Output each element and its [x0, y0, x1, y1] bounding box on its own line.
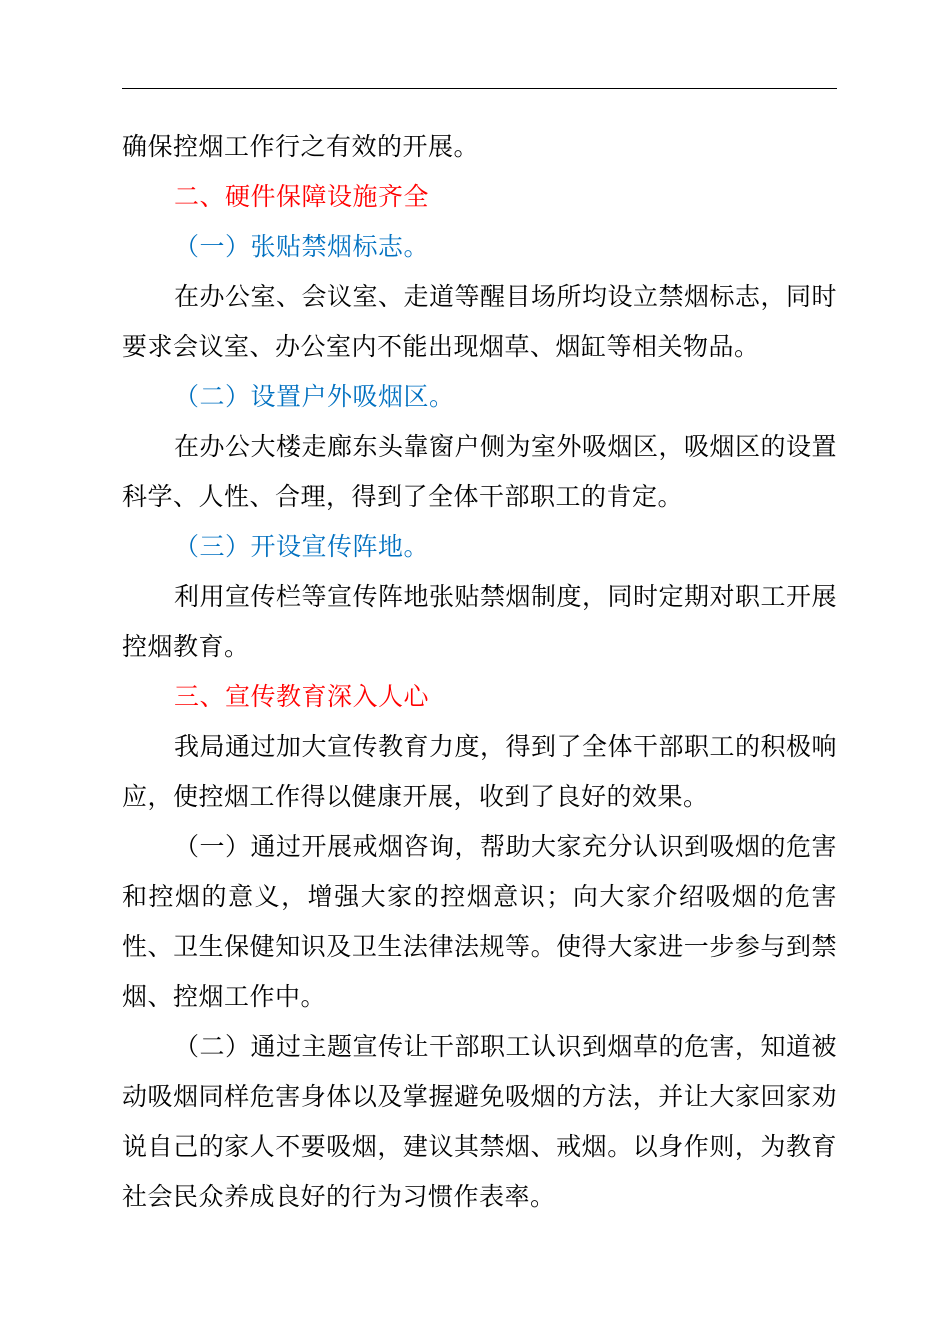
paragraph-education-two: （二）通过主题宣传让干部职工认识到烟草的危害，知道被动吸烟同样危害身体以及掌握避免吸烟的方法，并让大家回家劝说自己的家人不要吸烟，建议其禁烟、戒烟。以身作则，为教育社会民众养成良好的行为习惯作表率。	[122, 1032, 838, 1211]
subheading-publicity: （三）开设宣传阵地。	[174, 532, 430, 561]
paragraph-signs: 在办公室、会议室、走道等醒目场所均设立禁烟标志，同时要求会议室、办公室内不能出现烟草、烟缸等相关物品。	[122, 282, 838, 361]
header-rule	[122, 88, 837, 89]
subheading-smoking-area: （二）设置户外吸烟区。	[174, 382, 455, 411]
paragraph-publicity: 利用宣传栏等宣传阵地张贴禁烟制度，同时定期对职工开展控烟教育。	[122, 582, 838, 661]
section-heading-hardware: 二、硬件保障设施齐全	[174, 182, 430, 211]
document-body	[122, 122, 837, 1222]
subheading-signs: （一）张贴禁烟标志。	[174, 232, 430, 261]
paragraph-education-intro: 我局通过加大宣传教育力度，得到了全体干部职工的积极响应，使控烟工作得以健康开展，收到了良好的效果。	[122, 732, 838, 811]
paragraph-smoking-area: 在办公大楼走廊东头靠窗户侧为室外吸烟区，吸烟区的设置科学、人性、合理，得到了全体干部职工的肯定。	[122, 432, 838, 511]
section-heading-education: 三、宣传教育深入人心	[174, 682, 430, 711]
paragraph-education-one: （一）通过开展戒烟咨询，帮助大家充分认识到吸烟的危害和控烟的意义，增强大家的控烟意识；向大家介绍吸烟的危害性、卫生保健知识及卫生法律法规等。使得大家进一步参与到禁烟、控烟工作中。	[122, 832, 838, 1011]
continued-text: 确保控烟工作行之有效的开展。	[122, 132, 480, 161]
